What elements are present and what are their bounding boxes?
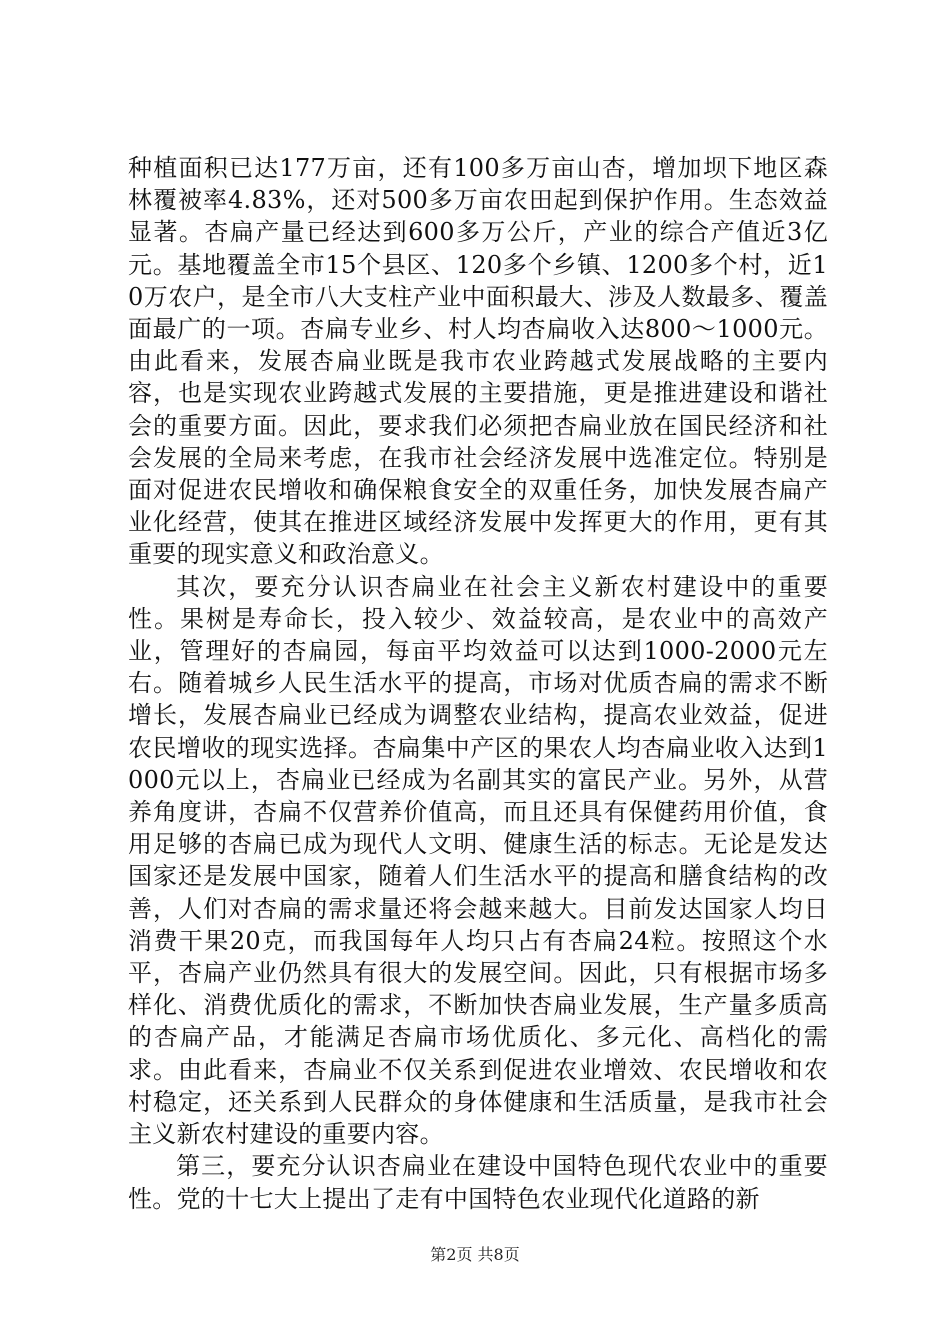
paragraph-2: 其次，要充分认识杏扁业在社会主义新农村建设中的重要性。果树是寿命长，投入较少、效益较高，是农业中的高效产业，管理好的杏扁园，每亩平均效益可以达到1000-2000元左右。随着城乡人民生活水平的提高，市场对优质杏扁的需求不断增长，发展杏扁业已经成为调整农业结构，提高农业效益，促进农民增收的现实选择。杏扁集中产区的果农人均杏扁业收入达到1000元以上，杏扁业已经成为名副其实的富民产业。另外，从营养角度讲，杏扁不仅营养价值高，而且还具有保健药用价值，食用足够的杏扁已成为现代人文明、健康生活的标志。无论是发达国家还是发展中国家，随着人们生活水平的提高和膳食结构的改善，人们对杏扁的需求量还将会越来越大。目前发达国家人均日消费干果20克，而我国每年人均只占有杏扁24粒。按照这个水平，杏扁产业仍然具有很大的发展空间。因此，只有根据市场多样化、消费优质化的需求，不断加快杏扁业发展，生产量多质高的杏扁产品，才能满足杏扁市场优质化、多元化、高档化的需求。由此看来，杏扁业不仅关系到促进农业增效、农民增收和农村稳定，还关系到人民群众的身体健康和生活质量，是我市社会主义新农村建设的重要内容。 (128, 572, 828, 1149)
paragraph-1: 种植面积已达177万亩，还有100多万亩山杏，增加坝下地区森林覆被率4.83%，还对500多万亩农田起到保护作用。生态效益显著。杏扁产量已经达到600多万公斤，产业的综合产值近3亿元。基地覆盖全市15个县区、120多个乡镇、1200多个村，近10万农户，是全市八大支柱产业中面积最大、涉及人数最多、覆盖面最广的一项。杏扁专业乡、村人均杏扁收入达800～1000元。由此看来，发展杏扁业既是我市农业跨越式发展战略的主要内容，也是实现农业跨越式发展的主要措施，更是推进建设和谐社会的重要方面。因此，要求我们必须把杏扁业放在国民经济和社会发展的全局来考虑，在我市社会经济发展中选准定位。特别是面对促进农民增收和确保粮食安全的双重任务，加快发展杏扁产业化经营，使其在推进区域经济发展中发挥更大的作用，更有其重要的现实意义和政治意义。 (128, 154, 828, 569)
document-body (128, 152, 828, 1215)
page-number-label: 第2页 共8页 (430, 1245, 520, 1264)
page-footer (0, 1245, 950, 1265)
paragraph-3: 第三，要充分认识杏扁业在建设中国特色现代农业中的重要性。党的十七大上提出了走有中国特色农业现代化道路的新 (128, 1152, 828, 1213)
